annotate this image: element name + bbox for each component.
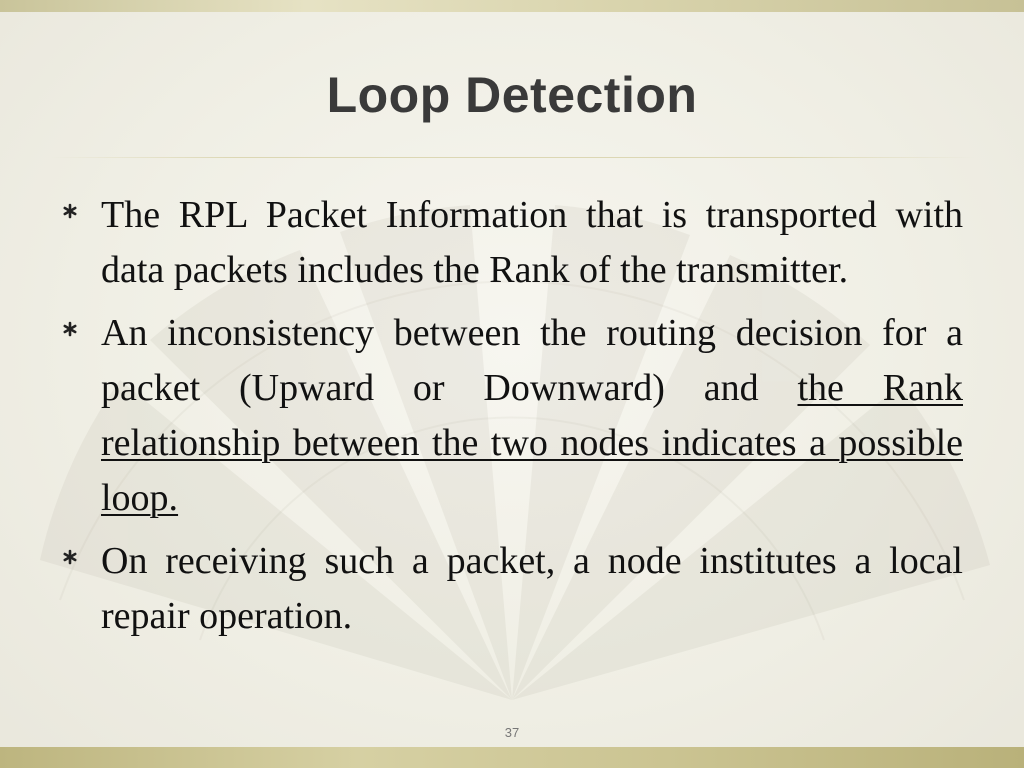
bullet-item-inconsistency [58,306,963,526]
bullet-item-rank [58,188,963,298]
page-number: 37 [504,725,520,740]
bottom-decorative-band [0,747,1024,768]
bullet-text: On receiving such a packet, a node institutes a local repair operation. [101,540,963,637]
asterisk-bullet-icon [62,321,78,337]
bullet-list [58,188,963,652]
asterisk-bullet-icon [62,203,78,219]
underlined-text: the Rank relationship between the two nodes indicates a possible loop. [101,367,963,519]
bullet-item-local-repair [58,534,963,644]
bullet-text: The RPL Packet Information that is transported with data packets includes the Rank of the transmitter. [101,194,963,291]
title-divider [50,157,975,158]
slide-title: Loop Detection [326,67,698,123]
bullet-text: An inconsistency between the routing decision for a packet (Upward or Downward) and [101,312,963,409]
asterisk-bullet-icon [62,549,78,565]
